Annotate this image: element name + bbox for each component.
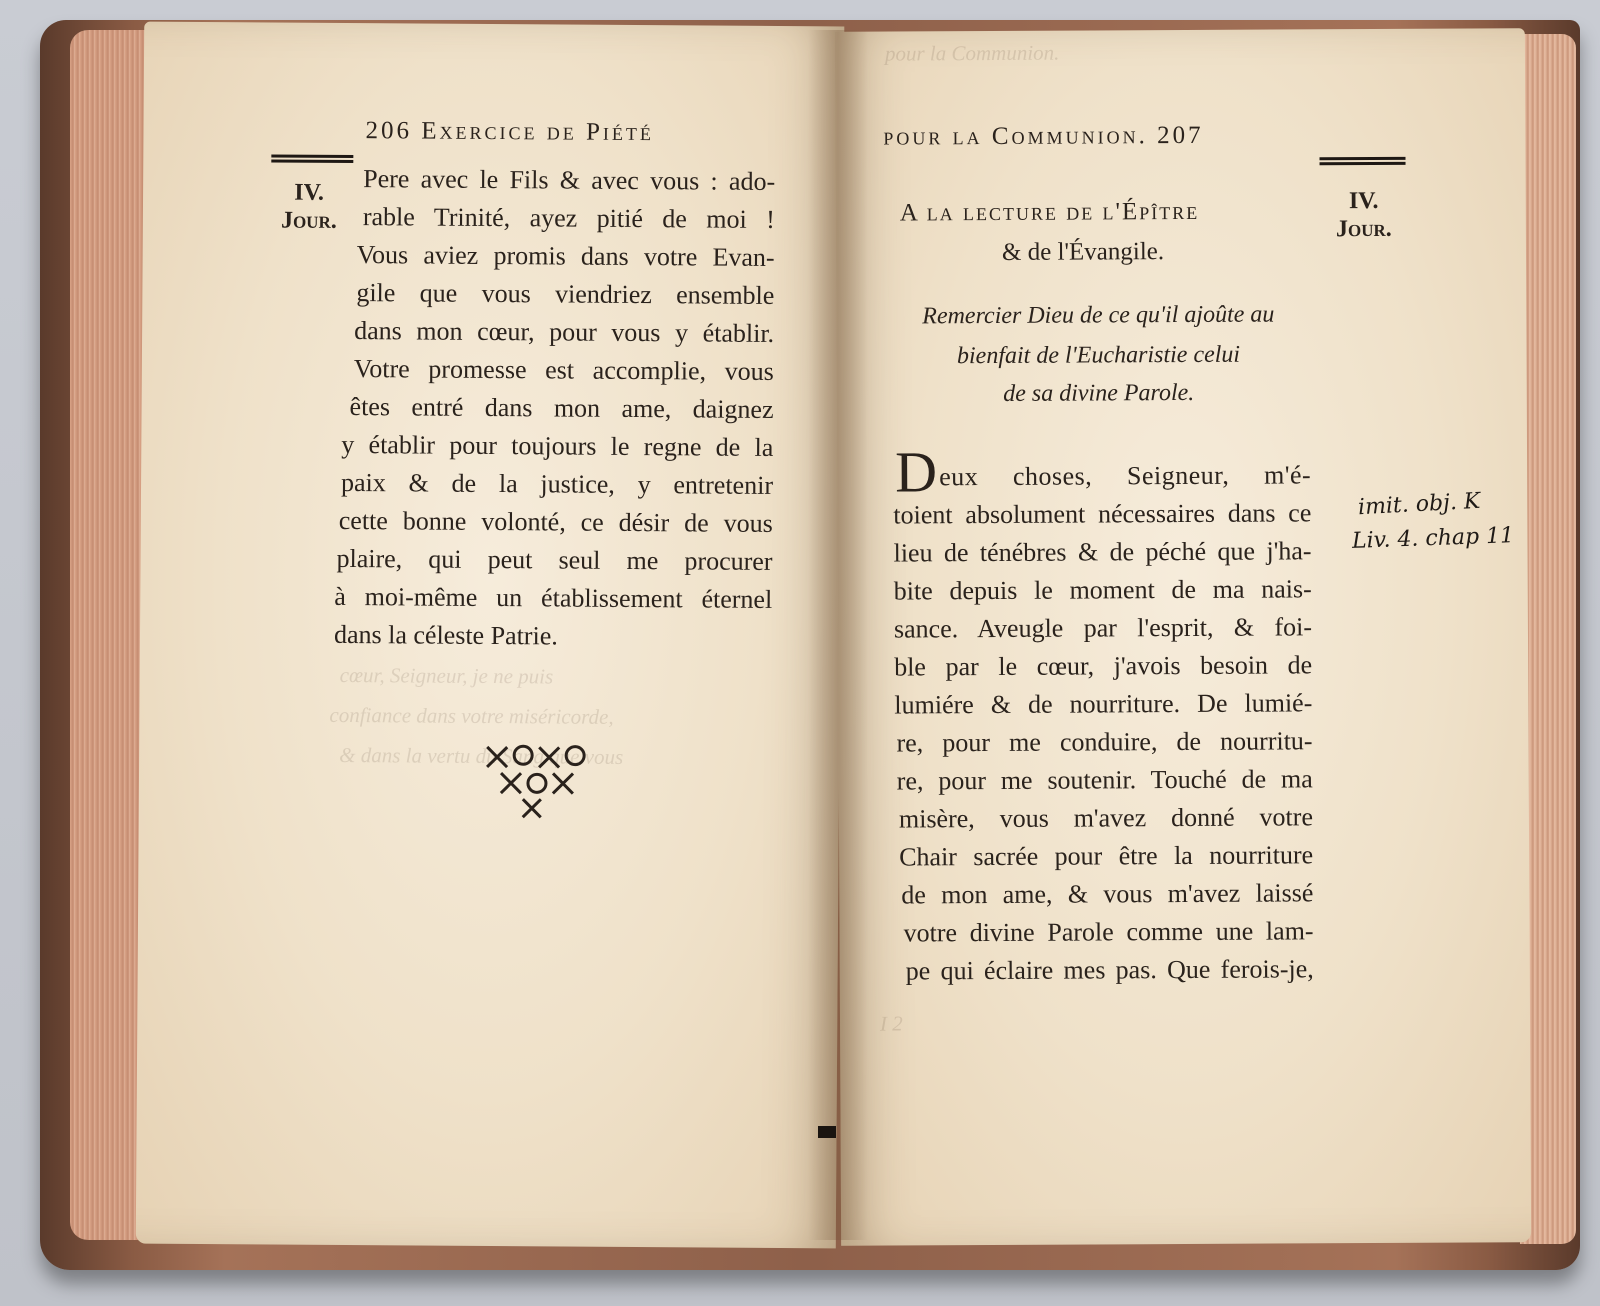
text-line: cette bonne volonté, ce désir de vous bbox=[338, 505, 773, 538]
text-line: dans mon cœur, pour vous y établir. bbox=[354, 316, 775, 348]
text-line: re, pour me conduire, de nourritu- bbox=[896, 726, 1313, 758]
fleuron-ornament-icon bbox=[479, 739, 590, 822]
margin-rule bbox=[1319, 157, 1405, 160]
text-line: ble par le cœur, j'avois besoin de bbox=[894, 650, 1313, 682]
drop-cap: D bbox=[894, 439, 938, 505]
italic-line: de sa divine Parole. bbox=[1003, 379, 1195, 407]
text-line: rable Trinité, ayez pitié de moi ! bbox=[362, 202, 776, 234]
gutter-thread-mark bbox=[818, 1126, 836, 1138]
text-line: pe qui éclaire mes pas. Que ferois-je, bbox=[905, 954, 1314, 986]
text-line: Pere avec le Fils & avec vous : ado- bbox=[363, 164, 776, 196]
text-line: plaire, qui peut seul me procurer bbox=[336, 543, 773, 576]
showthrough-text: cœur, Seigneur, je ne puis bbox=[339, 662, 554, 689]
text-line: re, pour me soutenir. Touché de ma bbox=[896, 764, 1313, 796]
book-gutter bbox=[808, 30, 868, 1240]
italic-line: Remercier Dieu de ce qu'il ajoûte au bbox=[922, 301, 1275, 330]
text-line: sance. Aveugle par l'esprit, & foi- bbox=[893, 612, 1313, 644]
handwritten-line: Liv. 4. chap 11 bbox=[1351, 523, 1515, 554]
handwritten-line: imit. obj. K bbox=[1357, 488, 1481, 521]
text-line: Votre promesse est accomplie, vous bbox=[353, 354, 774, 386]
heading-line: & de l'Évangile. bbox=[1001, 238, 1165, 266]
margin-rule bbox=[271, 154, 353, 158]
italic-line: bienfait de l'Eucharistie celui bbox=[956, 341, 1241, 370]
margin-note-label: Jour. bbox=[280, 207, 337, 234]
showthrough-text: & dans la vertu du Sang que vous bbox=[339, 742, 624, 769]
left-page bbox=[136, 22, 845, 1249]
text-line: de mon ame, & vous m'avez laissé bbox=[901, 878, 1314, 910]
right-page bbox=[835, 28, 1531, 1246]
text-line: Chair sacrée pour être la nourriture bbox=[899, 840, 1314, 872]
text-line: bite depuis le moment de ma nais- bbox=[893, 574, 1312, 606]
text-line: votre divine Parole comme une lam- bbox=[903, 916, 1314, 948]
margin-note-label: Jour. bbox=[1335, 215, 1392, 243]
text-line: toient absolument nécessaires dans ce bbox=[893, 498, 1312, 530]
text-line: y établir pour toujours le regne de la bbox=[341, 429, 774, 462]
showthrough-text: pour la Communion. bbox=[884, 40, 1060, 66]
running-head: pour la Communion. 207 bbox=[883, 121, 1204, 151]
margin-note-day bbox=[269, 178, 349, 235]
text-line: eux choses, Seigneur, m'é- bbox=[939, 460, 1312, 492]
running-head: 206 Exercice de Piété bbox=[365, 117, 655, 147]
text-line: Vous aviez promis dans votre Evan- bbox=[356, 240, 775, 272]
text-line: paix & de la justice, y entretenir bbox=[340, 467, 774, 500]
text-line: misère, vous m'avez donné votre bbox=[898, 802, 1314, 834]
text-line: lumiére & de nourriture. De lumié- bbox=[894, 688, 1313, 720]
showthrough-text: I 2 bbox=[879, 1011, 903, 1036]
text-line: êtes entré dans mon ame, daignez bbox=[349, 392, 774, 424]
margin-note-number: IV. bbox=[1348, 187, 1379, 215]
heading-line: A la lecture de l'Épître bbox=[899, 197, 1200, 227]
margin-note-day bbox=[1324, 187, 1404, 243]
text-line: à moi-même un établissement éternel bbox=[334, 581, 773, 614]
text-line: lieu de ténébres & de péché que j'ha- bbox=[893, 536, 1312, 568]
showthrough-text: confiance dans votre miséricorde, bbox=[329, 702, 614, 729]
margin-note-number: IV. bbox=[294, 179, 324, 206]
text-line: dans la céleste Patrie. bbox=[333, 619, 558, 651]
text-line: gile que vous viendriez ensemble bbox=[356, 278, 775, 310]
